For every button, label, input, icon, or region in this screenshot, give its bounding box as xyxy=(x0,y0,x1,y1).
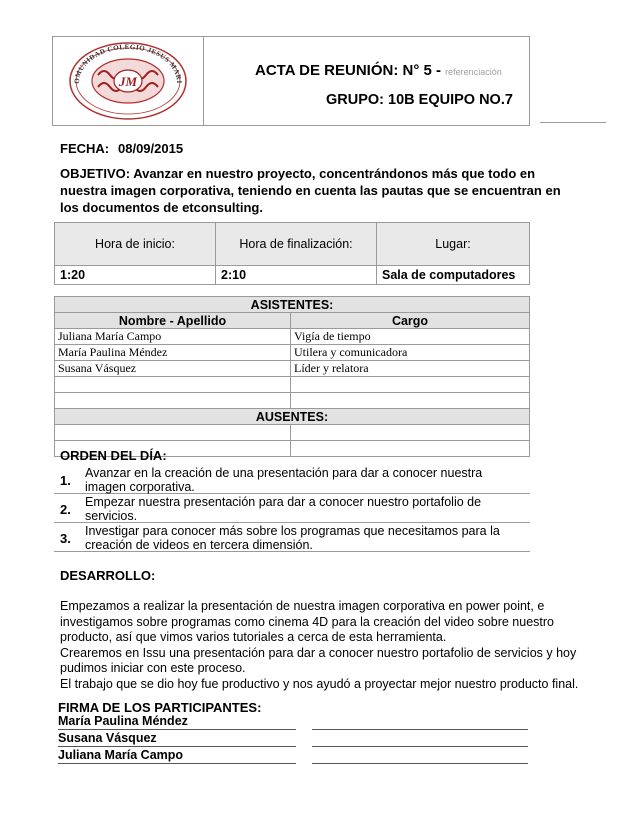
attendee-role: Vigía de tiempo xyxy=(291,329,530,345)
end-time-header: Hora de finalización: xyxy=(216,223,377,266)
agenda-item xyxy=(54,466,530,494)
development-title: DESARROLLO: xyxy=(60,568,156,583)
title-reference: referenciación xyxy=(445,67,502,77)
objective-text: OBJETIVO: Avanzar en nuestro proyecto, concentrándonos más que todo en nuestra imagen corporativa, teniendo en cuenta las pautas que se encuentran en los documentos de etconsulting. xyxy=(60,166,561,215)
logo-text: OMUNIDAD COLEGIO JESUS MARI xyxy=(72,42,184,85)
absentee-name xyxy=(55,425,291,441)
absentee-role xyxy=(291,441,530,457)
agenda-item-number: 3. xyxy=(60,531,71,546)
attendees-title: ASISTENTES: xyxy=(55,297,530,313)
signature-name: María Paulina Méndez xyxy=(58,714,296,730)
place-header: Lugar: xyxy=(377,223,530,266)
header-divider xyxy=(540,122,606,123)
signatures-title: FIRMA DE LOS PARTICIPANTES: xyxy=(58,700,262,715)
date-label: FECHA: xyxy=(60,141,110,156)
group-label: GRUPO: 10B EQUIPO NO.7 xyxy=(326,92,513,108)
attendees-table xyxy=(54,296,530,457)
role-column-header: Cargo xyxy=(291,313,530,329)
attendee-name xyxy=(55,393,291,409)
signature-line xyxy=(312,748,528,764)
development-paragraph: El trabajo que se dio hoy fue productivo y nos ayudó a proyectar mejor nuestro producto final. xyxy=(60,676,579,691)
date-value: 08/09/2015 xyxy=(118,141,184,156)
absentees-title: AUSENTES: xyxy=(55,409,530,425)
agenda-item-text: Investigar para conocer más sobre los programas que necesitamos para la creación de videos en tercera dimensión. xyxy=(85,524,500,552)
attendee-name xyxy=(55,377,291,393)
signature-name: Susana Vásquez xyxy=(58,731,296,747)
place-value: Sala de computadores xyxy=(377,266,530,285)
table-row xyxy=(55,425,530,441)
name-column-header: Nombre - Apellido xyxy=(55,313,291,329)
table-row xyxy=(55,393,530,409)
agenda-item-number: 2. xyxy=(60,502,71,517)
attendee-role xyxy=(291,393,530,409)
title-main: ACTA DE REUNIÓN: N° 5 - xyxy=(255,62,441,79)
document-header xyxy=(52,36,530,126)
logo-cell xyxy=(53,37,204,125)
attendee-role: Utilera y comunicadora xyxy=(291,345,530,361)
table-row xyxy=(55,329,530,345)
table-row xyxy=(55,361,530,377)
table-row xyxy=(55,377,530,393)
agenda-item-text: Empezar nuestra presentación para dar a conocer nuestro portafolio de servicios. xyxy=(85,495,482,523)
agenda-item xyxy=(54,524,530,552)
logo-monogram: JM xyxy=(118,74,138,89)
start-time-header: Hora de inicio: xyxy=(55,223,216,266)
table-row xyxy=(55,345,530,361)
page-title xyxy=(255,62,502,79)
end-time-value: 2:10 xyxy=(216,266,377,285)
agenda-item xyxy=(54,495,530,523)
development-body xyxy=(60,599,590,692)
development-paragraph: Crearemos en Issu una presentación para dar a conocer nuestro portafolio de servicios y hoy pudimos iniciar con este proceso. xyxy=(60,645,577,675)
attendee-role: Líder y relatora xyxy=(291,361,530,377)
attendee-role xyxy=(291,377,530,393)
agenda-title: ORDEN DEL DÍA: xyxy=(60,448,167,463)
absentee-role xyxy=(291,425,530,441)
signature-name: Juliana María Campo xyxy=(58,748,296,764)
agenda-item-number: 1. xyxy=(60,473,71,488)
development-paragraph: Empezamos a realizar la presentación de nuestra imagen corporativa en power point, e investigamos sobre programas como cinema 4D para la creación del video sobre nuestro producto, así que vimos varios tutoriales a cerca de esta herramienta. xyxy=(60,599,555,644)
start-time-value: 1:20 xyxy=(55,266,216,285)
meeting-time-table xyxy=(54,222,530,285)
signature-line xyxy=(312,731,528,747)
attendee-name: Susana Vásquez xyxy=(55,361,291,377)
school-logo xyxy=(53,37,203,125)
attendee-name: Juliana María Campo xyxy=(55,329,291,345)
attendee-name: María Paulina Méndez xyxy=(55,345,291,361)
agenda-item-text: Avanzar en la creación de una presentación para dar a conocer nuestra imagen corporativa. xyxy=(85,466,483,494)
signature-line xyxy=(312,714,528,730)
